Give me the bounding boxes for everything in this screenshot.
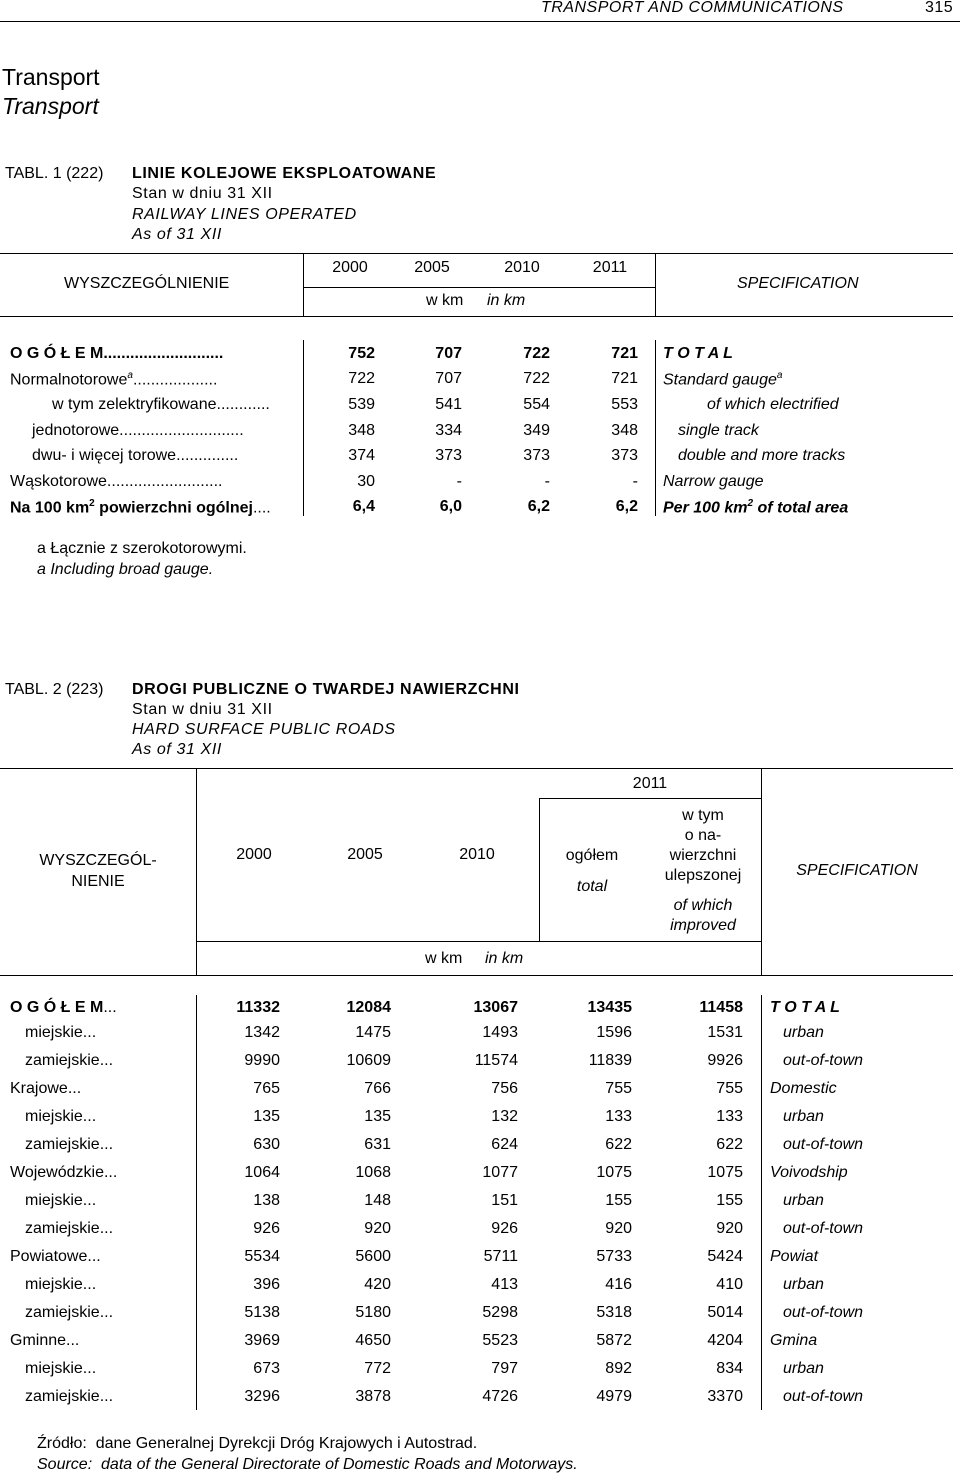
- row-label-pl: dwu- i więcej torowe..............: [32, 447, 239, 464]
- value-2005: 12084: [346, 999, 391, 1016]
- table2-col-total-pl: ogółem: [565, 847, 619, 864]
- row-label-en: single track: [678, 422, 759, 439]
- row-label-en: Per 100 $km^2$ of total area: [663, 498, 849, 517]
- table2-col-improved-en: of which: [673, 897, 733, 914]
- value-2005: 420: [364, 1276, 391, 1293]
- value-2010: 6,2: [527, 498, 550, 515]
- value-2000: 1342: [244, 1024, 280, 1041]
- source-note-pl: Źródło: dane Generalnej Dyrekcji Dróg Krajowych i Autostrad.: [37, 1435, 478, 1452]
- value-2011: 721: [611, 345, 638, 362]
- row-label-pl: O G Ó Ł E M...: [10, 999, 117, 1016]
- table1-year: 2010: [504, 259, 540, 276]
- value-2005: -: [456, 473, 462, 490]
- row-label-en: Voivodship: [770, 1164, 848, 1181]
- value-2011-total: 4979: [596, 1388, 632, 1405]
- row-label-en: out-of-town: [783, 1304, 864, 1321]
- value-2011-improved: 622: [716, 1136, 743, 1153]
- row-label-en: of which electrified: [707, 396, 839, 413]
- table2-year: 2000: [236, 846, 272, 863]
- value-2005: 1475: [355, 1024, 391, 1041]
- value-2011-total: 755: [605, 1080, 632, 1097]
- value-2011-improved: 11458: [699, 999, 743, 1016]
- section-title-en: Transport: [2, 93, 99, 119]
- table2-col-improved-pl: w tym: [682, 807, 724, 824]
- value-2010: 11574: [474, 1052, 518, 1069]
- value-2010: 5711: [483, 1248, 518, 1265]
- value-2000: 3296: [244, 1388, 280, 1405]
- value-2011-total: 920: [605, 1220, 632, 1237]
- value-2005: 707: [435, 345, 462, 362]
- value-2000: 752: [348, 345, 375, 362]
- value-2010: 13067: [473, 999, 518, 1016]
- value-2011: -: [632, 473, 638, 490]
- value-2005: 772: [364, 1360, 391, 1377]
- value-2000: 396: [253, 1276, 280, 1293]
- row-label-en: double and more tracks: [678, 447, 846, 464]
- row-label-pl: Wojewódzkie...: [10, 1164, 118, 1181]
- value-2011-improved: 410: [716, 1276, 743, 1293]
- row-label-en: T O T A L: [770, 999, 840, 1016]
- table2-head-pl-1: WYSZCZEGÓL-: [39, 852, 157, 869]
- value-2005: 4650: [355, 1332, 391, 1349]
- value-2010: 722: [523, 345, 550, 362]
- row-label-en: out-of-town: [783, 1388, 864, 1405]
- row-label-pl: Powiatowe...: [10, 1248, 101, 1265]
- value-2011-improved: 3370: [707, 1388, 743, 1405]
- value-2005: 148: [364, 1192, 391, 1209]
- section-title-pl: Transport: [2, 64, 100, 90]
- table1-head-en: SPECIFICATION: [737, 275, 859, 292]
- value-2011-improved: 9926: [707, 1052, 743, 1069]
- value-2005: 373: [435, 447, 462, 464]
- value-2011-total: 5733: [596, 1248, 632, 1265]
- value-2010: 5298: [482, 1304, 518, 1321]
- value-2010: 151: [491, 1192, 518, 1209]
- value-2010: 624: [491, 1136, 518, 1153]
- value-2011: 721: [611, 370, 638, 387]
- table2-body-divider: [196, 995, 197, 1410]
- table1-head-bottom-rule: [0, 316, 953, 317]
- row-label-pl: Wąskotorowe..........................: [10, 473, 223, 490]
- table2-col-improved-en: improved: [670, 917, 736, 934]
- value-2000: 6,4: [352, 498, 375, 515]
- value-2000: 722: [348, 370, 375, 387]
- value-2011-total: 5318: [596, 1304, 632, 1321]
- row-label-pl: Na 100 $km^2$ powierzchni ogólnej....: [10, 498, 271, 517]
- table1-body-divider: [655, 340, 656, 516]
- value-2005: 707: [435, 370, 462, 387]
- value-2011-total: 155: [605, 1192, 632, 1209]
- value-2005: 5600: [355, 1248, 391, 1265]
- table1-head-divider: [655, 253, 656, 316]
- value-2011-improved: 5014: [707, 1304, 743, 1321]
- table1-unit-en: in km: [487, 292, 526, 309]
- value-2011-improved: 755: [716, 1080, 743, 1097]
- row-label-en: Gmina: [770, 1332, 818, 1349]
- row-label-pl: Gminne...: [10, 1332, 80, 1349]
- row-label-pl: zamiejskie...: [25, 1136, 114, 1153]
- value-2011-total: 11839: [588, 1052, 632, 1069]
- value-2011-improved: 834: [716, 1360, 743, 1377]
- value-2011: 553: [611, 396, 638, 413]
- row-label-pl: w tym zelektryfikowane............: [52, 396, 270, 413]
- table2-col-improved-pl: wierzchni: [669, 847, 737, 864]
- table2-title-en: HARD SURFACE PUBLIC ROADS: [132, 721, 396, 738]
- header-rule: [0, 21, 960, 22]
- value-2000: 138: [253, 1192, 280, 1209]
- source-note-en: Source: data of the General Directorate of Domestic Roads and Motorways.: [37, 1456, 578, 1473]
- table2-head-bottom-rule: [0, 975, 953, 976]
- value-2011-improved: 155: [716, 1192, 743, 1209]
- row-label-en: urban: [783, 1108, 824, 1125]
- value-2011-total: 1075: [596, 1164, 632, 1181]
- value-2005: 920: [364, 1220, 391, 1237]
- value-2011-total: 133: [605, 1108, 632, 1125]
- value-2005: 1068: [355, 1164, 391, 1181]
- row-label-en: urban: [783, 1192, 824, 1209]
- table1-date-en: As of 31 XII: [132, 226, 222, 243]
- table2-col-improved-pl: o na-: [684, 827, 722, 844]
- value-2011-total: 5872: [596, 1332, 632, 1349]
- row-label-en: urban: [783, 1360, 824, 1377]
- table2-head-en: SPECIFICATION: [796, 862, 918, 879]
- value-2011-improved: 1075: [707, 1164, 743, 1181]
- value-2000: 9990: [244, 1052, 280, 1069]
- row-label-en: Powiat: [770, 1248, 819, 1265]
- value-2005: 334: [435, 422, 462, 439]
- value-2000: 374: [348, 447, 375, 464]
- value-2005: 766: [364, 1080, 391, 1097]
- table2-2011-rule: [539, 798, 761, 799]
- table2-head-divider: [196, 768, 197, 975]
- value-2011-improved: 4204: [707, 1332, 743, 1349]
- value-2005: 5180: [355, 1304, 391, 1321]
- row-label-pl: zamiejskie...: [25, 1052, 114, 1069]
- value-2000: 630: [253, 1136, 280, 1153]
- table1-date-pl: Stan w dniu 31 XII: [132, 185, 273, 202]
- row-label-en: Narrow gauge: [663, 473, 764, 490]
- value-2011: 6,2: [615, 498, 638, 515]
- value-2005: 6,0: [439, 498, 462, 515]
- row-label-pl: miejskie...: [25, 1276, 97, 1293]
- row-label-en: urban: [783, 1276, 824, 1293]
- value-2005: 631: [364, 1136, 391, 1153]
- table1-head-divider: [303, 253, 304, 316]
- value-2010: 756: [491, 1080, 518, 1097]
- row-label-pl: zamiejskie...: [25, 1220, 114, 1237]
- table2-head-pl-2: NIENIE: [71, 873, 125, 890]
- row-label-pl: miejskie...: [25, 1024, 97, 1041]
- table2-top-rule: [0, 768, 953, 769]
- table1-year: 2000: [332, 259, 368, 276]
- row-label-pl: miejskie...: [25, 1360, 97, 1377]
- value-2000: 135: [253, 1108, 280, 1125]
- table1-footnote-en: a Including broad gauge.: [37, 561, 214, 578]
- row-label-pl: miejskie...: [25, 1108, 97, 1125]
- value-2005: 10609: [346, 1052, 391, 1069]
- value-2000: 673: [253, 1360, 280, 1377]
- running-head-title: TRANSPORT AND COMMUNICATIONS: [541, 0, 844, 16]
- row-label-en: out-of-town: [783, 1136, 864, 1153]
- table2-date-pl: Stan w dniu 31 XII: [132, 701, 273, 718]
- table2-body-divider: [761, 995, 762, 1410]
- page-number: 315: [925, 0, 954, 16]
- table2-unit-en: in km: [485, 950, 524, 967]
- value-2000: 926: [253, 1220, 280, 1237]
- value-2000: 765: [253, 1080, 280, 1097]
- row-label-en: Domestic: [770, 1080, 837, 1097]
- table2-col-improved-pl: ulepszonej: [664, 867, 742, 884]
- table1-top-rule: [0, 253, 953, 254]
- value-2010: 926: [491, 1220, 518, 1237]
- value-2000: 1064: [244, 1164, 280, 1181]
- table2-unit-rule: [196, 941, 761, 942]
- value-2010: -: [544, 473, 550, 490]
- row-label-en: T O T A L: [663, 345, 733, 362]
- value-2005: 135: [364, 1108, 391, 1125]
- row-label-pl: jednotorowe............................: [32, 422, 244, 439]
- table1-unit-pl: w km: [426, 292, 464, 309]
- table2-title-pl: DROGI PUBLICZNE O TWARDEJ NAWIERZCHNI: [132, 681, 520, 698]
- table1-head-pl: WYSZCZEGÓLNIENIE: [64, 275, 230, 292]
- value-2010: 4726: [482, 1388, 518, 1405]
- value-2005: 541: [435, 396, 462, 413]
- table2-unit-pl: w km: [425, 950, 463, 967]
- value-2000: 348: [348, 422, 375, 439]
- value-2011: 373: [611, 447, 638, 464]
- row-label-pl: Normalnotorowe$^a$...................: [10, 370, 218, 389]
- row-label-en: Standard gauge$^a$: [663, 370, 783, 389]
- value-2011-total: 892: [605, 1360, 632, 1377]
- row-label-en: out-of-town: [783, 1052, 864, 1069]
- table1-footnote-pl: a Łącznie z szerokotorowymi.: [37, 540, 247, 557]
- table1-title-en: RAILWAY LINES OPERATED: [132, 206, 357, 223]
- value-2010: 1493: [482, 1024, 518, 1041]
- table1-title-pl: LINIE KOLEJOWE EKSPLOATOWANE: [132, 165, 437, 182]
- table1-year: 2005: [414, 259, 450, 276]
- value-2000: 30: [357, 473, 375, 490]
- table2-year: 2010: [459, 846, 495, 863]
- value-2011-total: 416: [605, 1276, 632, 1293]
- value-2010: 5523: [482, 1332, 518, 1349]
- value-2000: 3969: [244, 1332, 280, 1349]
- value-2010: 373: [523, 447, 550, 464]
- value-2010: 554: [523, 396, 550, 413]
- table2-year-2011: 2011: [632, 775, 668, 792]
- value-2010: 1077: [482, 1164, 518, 1181]
- row-label-pl: miejskie...: [25, 1192, 97, 1209]
- value-2011-total: 13435: [587, 999, 632, 1016]
- row-label-pl: zamiejskie...: [25, 1304, 114, 1321]
- value-2005: 3878: [355, 1388, 391, 1405]
- value-2011-total: 622: [605, 1136, 632, 1153]
- row-label-pl: Krajowe...: [10, 1080, 82, 1097]
- value-2000: 5534: [244, 1248, 280, 1265]
- row-label-pl: zamiejskie...: [25, 1388, 114, 1405]
- table1-year: 2011: [592, 259, 628, 276]
- row-label-en: urban: [783, 1024, 824, 1041]
- table2-year: 2005: [347, 846, 383, 863]
- row-label-pl: O G Ó Ł E M...........................: [10, 345, 224, 362]
- value-2000: 539: [348, 396, 375, 413]
- value-2000: 5138: [244, 1304, 280, 1321]
- value-2010: 349: [523, 422, 550, 439]
- table2-head-divider: [539, 798, 540, 941]
- table2-date-en: As of 31 XII: [132, 741, 222, 758]
- value-2010: 413: [491, 1276, 518, 1293]
- value-2010: 132: [491, 1108, 518, 1125]
- table1-years-rule: [303, 287, 655, 288]
- value-2011: 348: [611, 422, 638, 439]
- value-2011-improved: 920: [716, 1220, 743, 1237]
- value-2010: 722: [523, 370, 550, 387]
- value-2011-improved: 5424: [707, 1248, 743, 1265]
- table2-number: TABL. 2 (223): [5, 681, 104, 698]
- value-2011-total: 1596: [596, 1024, 632, 1041]
- value-2011-improved: 1531: [707, 1024, 743, 1041]
- value-2010: 797: [491, 1360, 518, 1377]
- row-label-en: out-of-town: [783, 1220, 864, 1237]
- table1-number: TABL. 1 (222): [5, 165, 104, 182]
- value-2000: 11332: [236, 999, 280, 1016]
- table2-col-total-en: total: [576, 878, 608, 895]
- value-2011-improved: 133: [716, 1108, 743, 1125]
